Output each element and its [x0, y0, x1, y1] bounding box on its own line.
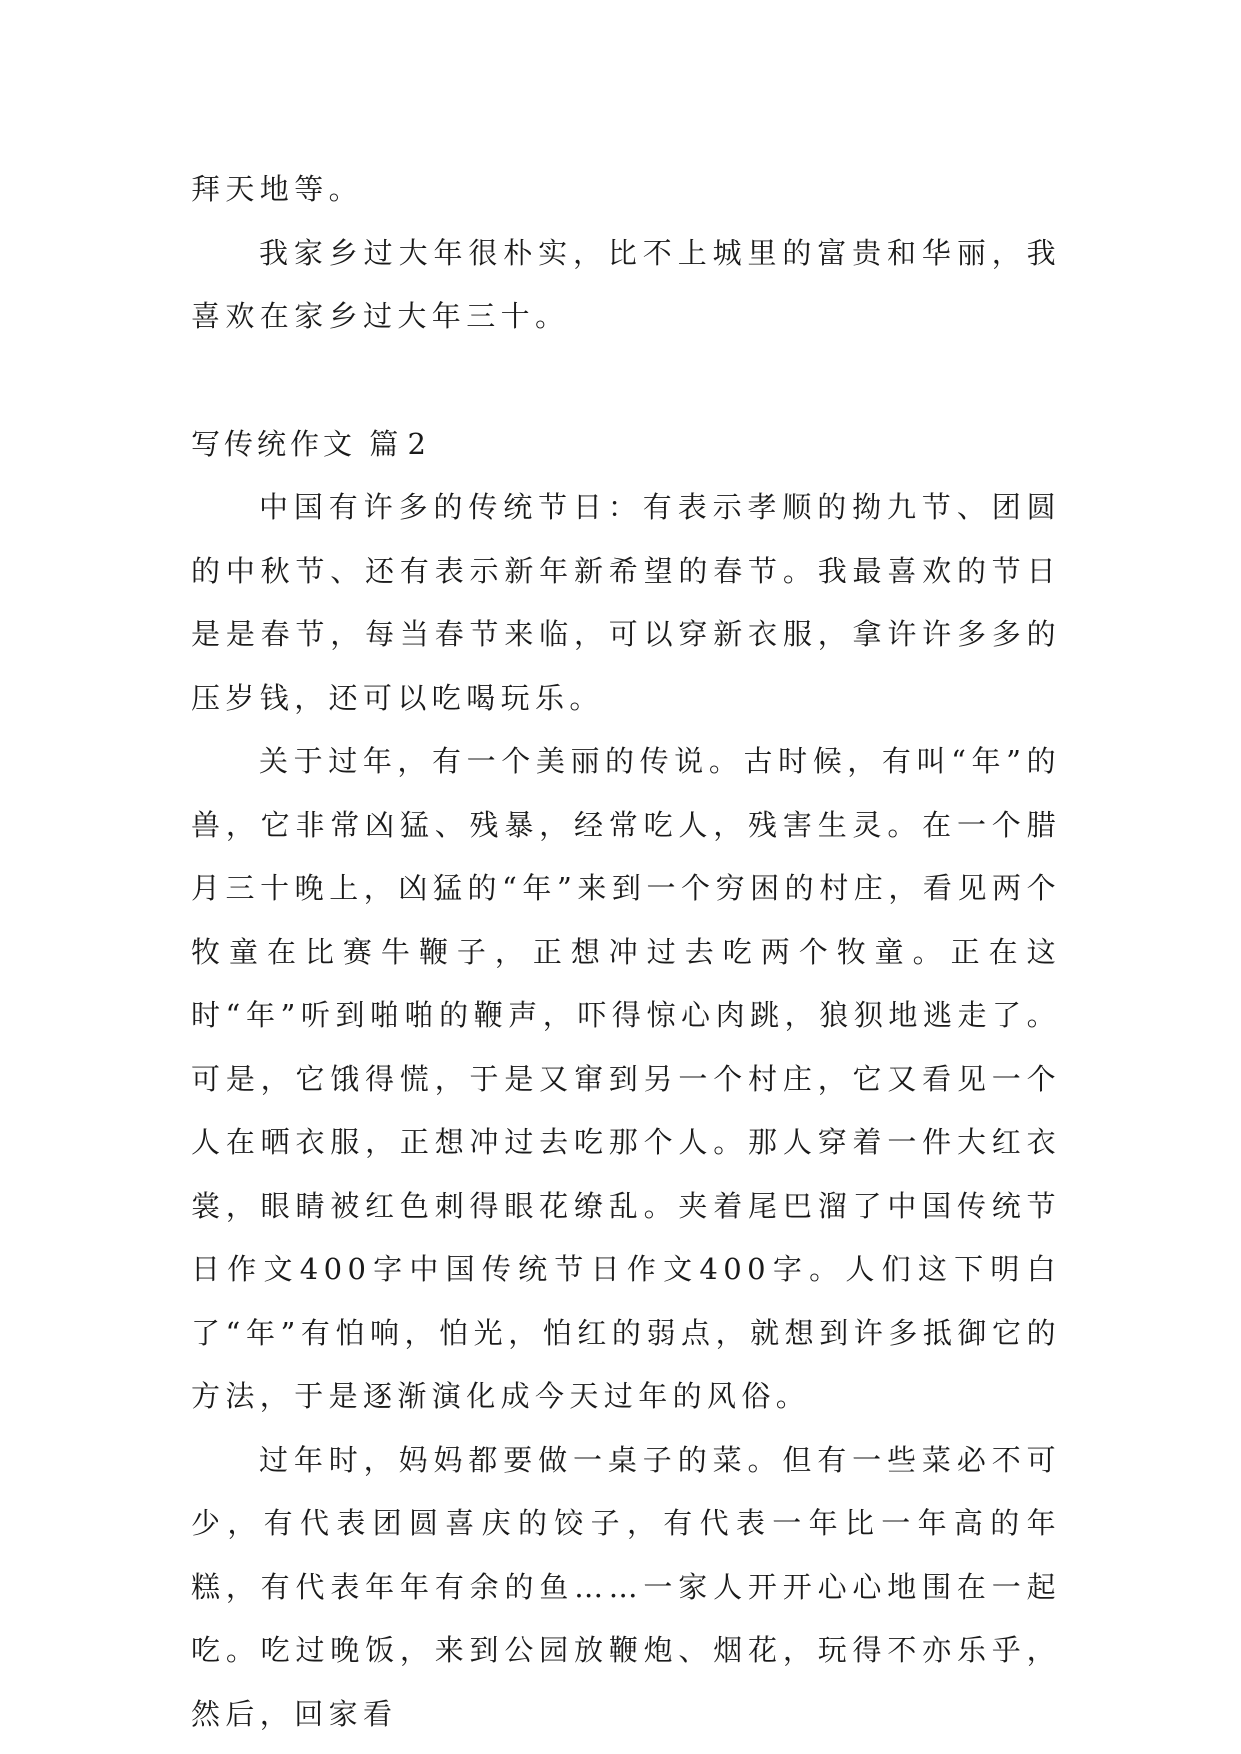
document-body [191, 158, 1061, 1746]
paragraph-hometown-new-year: 我家乡过大年很朴实，比不上城里的富贵和华丽，我喜欢在家乡过大年三十。 [191, 235, 1061, 333]
section-heading [191, 413, 1061, 477]
section-heading-title: 写传统作文 [191, 426, 357, 461]
section-heading-number: 篇 2 [369, 426, 426, 461]
paragraph-continuation: 拜天地等。 [191, 172, 364, 206]
paragraph-new-year-dinner: 过年时，妈妈都要做一桌子的菜。但有一些菜必不可少，有代表团圆喜庆的饺子，有代表一年比一年高的年糕，有代表年年有余的鱼……一家人开开心心地围在一起吃。吃过晚饭，来到公园放鞭炮、烟花，玩得不亦乐乎，然后，回家看 [191, 1442, 1061, 1731]
paragraph-nian-legend: 关于过年，有一个美丽的传说。古时候，有叫“年”的兽，它非常凶猛、残暴，经常吃人，残害生灵。在一个腊月三十晚上，凶猛的“年”来到一个穷困的村庄，看见两个牧童在比赛牛鞭子，正想冲过去吃两个牧童。正在这时“年”听到啪啪的鞭声，吓得惊心肉跳，狼狈地逃走了。可是，它饿得慌，于是又窜到另一个村庄，它又看见一个人在晒衣服，正想冲过去吃那个人。那人穿着一件大红衣裳，眼睛被红色刺得眼花缭乱。夹着尾巴溜了中国传统节日作文400字中国传统节日作文400字。人们这下明白了“年”有怕响，怕光，怕红的弱点，就想到许多抵御它的方法，于是逐渐演化成今天过年的风俗。 [191, 744, 1061, 1413]
paragraph-traditional-festivals: 中国有许多的传统节日：有表示孝顺的拗九节、团圆的中秋节、还有表示新年新希望的春节。我最喜欢的节日是是春节，每当春节来临，可以穿新衣服，拿许许多多的压岁钱，还可以吃喝玩乐。 [191, 490, 1061, 715]
section-gap [191, 349, 1061, 413]
